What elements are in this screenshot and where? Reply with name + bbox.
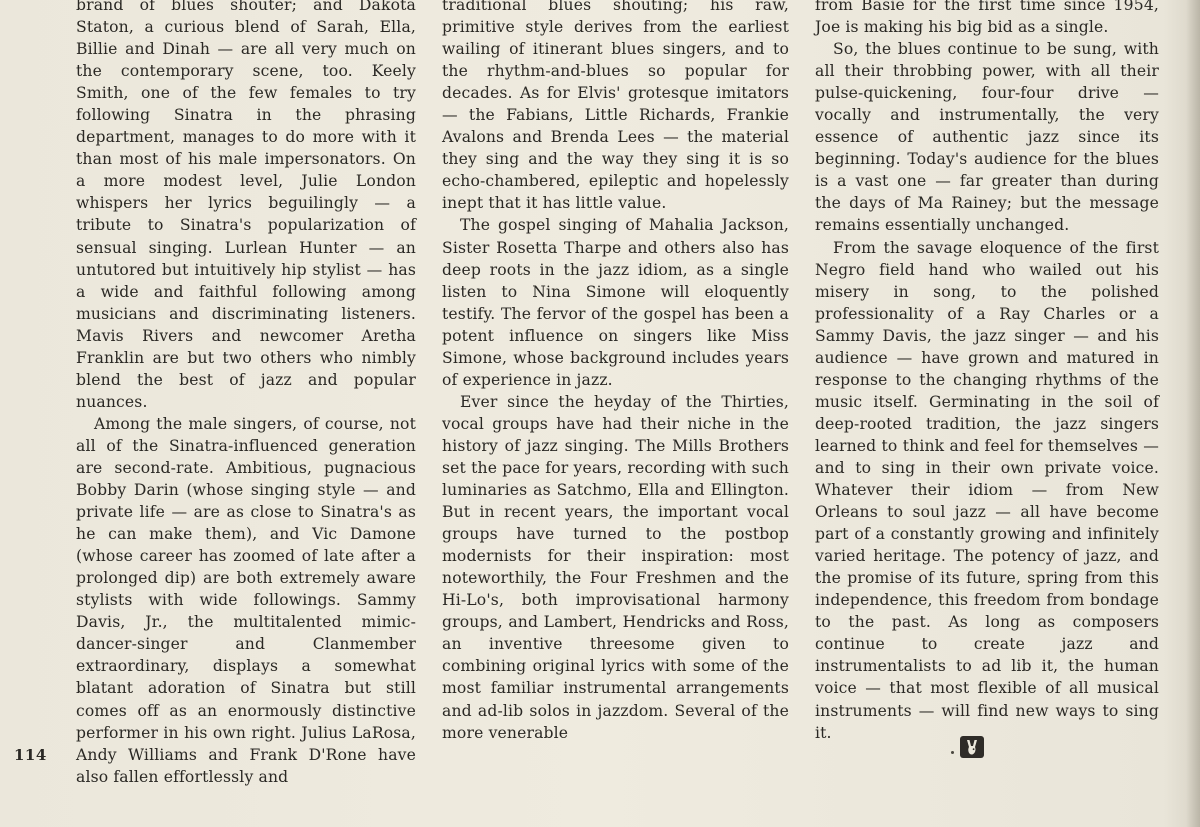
paragraph: The gospel singing of Mahalia Jackson, Sister Rosetta Tharpe and others also has deep roots in the jazz idiom, as a single listen to Nina Simone will eloquently testify. The fervor of the gospel has been a potent influence on singers like Miss Simone, whose background includes years of experience in jazz. <box>442 216 789 389</box>
paragraph: So, the blues continue to be sung, with all their throbbing power, with all their pulse-quickening, four-four drive — vocally and instrumentally, the very essence of authentic jazz since its beginning. Today's audience for the blues is a vast one — far greater than during the days of Ma Rainey; but the message remains essentially unchanged. <box>815 40 1159 235</box>
page-edge-shadow <box>1186 0 1200 827</box>
paragraph: From the savage eloquence of the first Negro field hand who wailed out his misery in song, to the polished professionality of a Ray Charles or a Sammy Davis, the jazz singer — and his audience — have grown and matured in response to the changing rhythms of the music itself. Germinating in the soil of deep-rooted tradition, the jazz singers learned to think and feel for themselves — and to sing in their own private voice. Whatever their idiom — from New Orleans to soul jazz — all have become part of a constantly growing and infinitely varied heritage. The potency of jazz, and the promise of its future, spring from this independence, this freedom from bondage to the past. As long as composers continue to create jazz and instrumentalists to ad lib it, the human voice — that most flexible of all musical instruments — will find new ways to sing it. <box>815 238 1159 742</box>
text-column-2 <box>442 0 789 744</box>
paragraph: Ever since the heyday of the Thirties, vocal groups have had their niche in the history of jazz singing. The Mills Brothers set the pace for years, recording with such luminaries as Satchmo, Ella and Ellington. But in recent years, the important vocal groups have turned to the postbop modernists for their inspiration: most noteworthily, the Four Freshmen and the Hi-Lo's, both improvisational harmony groups, and Lambert, Hendricks and Ross, an inventive threesome given to combining original lyrics with some of the most familiar instrumental arrangements and ad-lib solos in jazzdom. Several of the more venerable <box>442 392 789 742</box>
paragraph: traditional blues shouting; his raw, primitive style derives from the earliest wailing of itinerant blues singers, and to the rhythm-and-blues so popular for decades. As for Elvis' grotesque imitators — the Fabians, Little Richards, Frankie Avalons and Brenda Lees — the material they sing and the way they sing it is so echo-chambered, epileptic and hopelessly inept that it has little value. <box>442 0 789 213</box>
page-number: 114 <box>14 746 47 764</box>
paragraph: brand of blues shouter; and Dakota Staton, a curious blend of Sarah, Ella, Billie and Dinah — are all very much on the contemporary scene, too. Keely Smith, one of the few females to try following Sinatra in the phrasing department, manages to do more with it than most of his male impersonators. On a more modest level, Julie London whispers her lyrics beguilingly — a tribute to Sinatra's popularization of sensual singing. Lurlean Hunter — an untutored but intuitively hip stylist — has a wide and faithful following among musicians and discriminating listeners. Mavis Rivers and newcomer Aretha Franklin are but two others who nimbly blend the best of jazz and popular nuances. <box>76 0 416 411</box>
paragraph: from Basie for the first time since 1954, Joe is making his big bid as a single. <box>815 0 1159 37</box>
end-dot <box>951 751 954 754</box>
text-column-3 <box>815 0 1159 744</box>
rabbit-head-end-mark-icon <box>960 736 984 758</box>
paragraph: Among the male singers, of course, not all of the Sinatra-influenced generation are second-rate. Ambitious, pugnacious Bobby Darin (whose singing style — and private life — are as close to Sinatra's as he can make them), and Vic Damone (whose career has zoomed of late after a prolonged dip) are both extremely aware stylists with wide followings. Sammy Davis, Jr., the multitalented mimic-dancer-singer and Clanmember extraordinary, displays a somewhat blatant adoration of Sinatra but still comes off as an enormously distinctive performer in his own right. Julius LaRosa, Andy Williams and Frank D'Rone have also fallen effortlessly and <box>76 414 416 786</box>
text-column-1 <box>76 0 416 788</box>
